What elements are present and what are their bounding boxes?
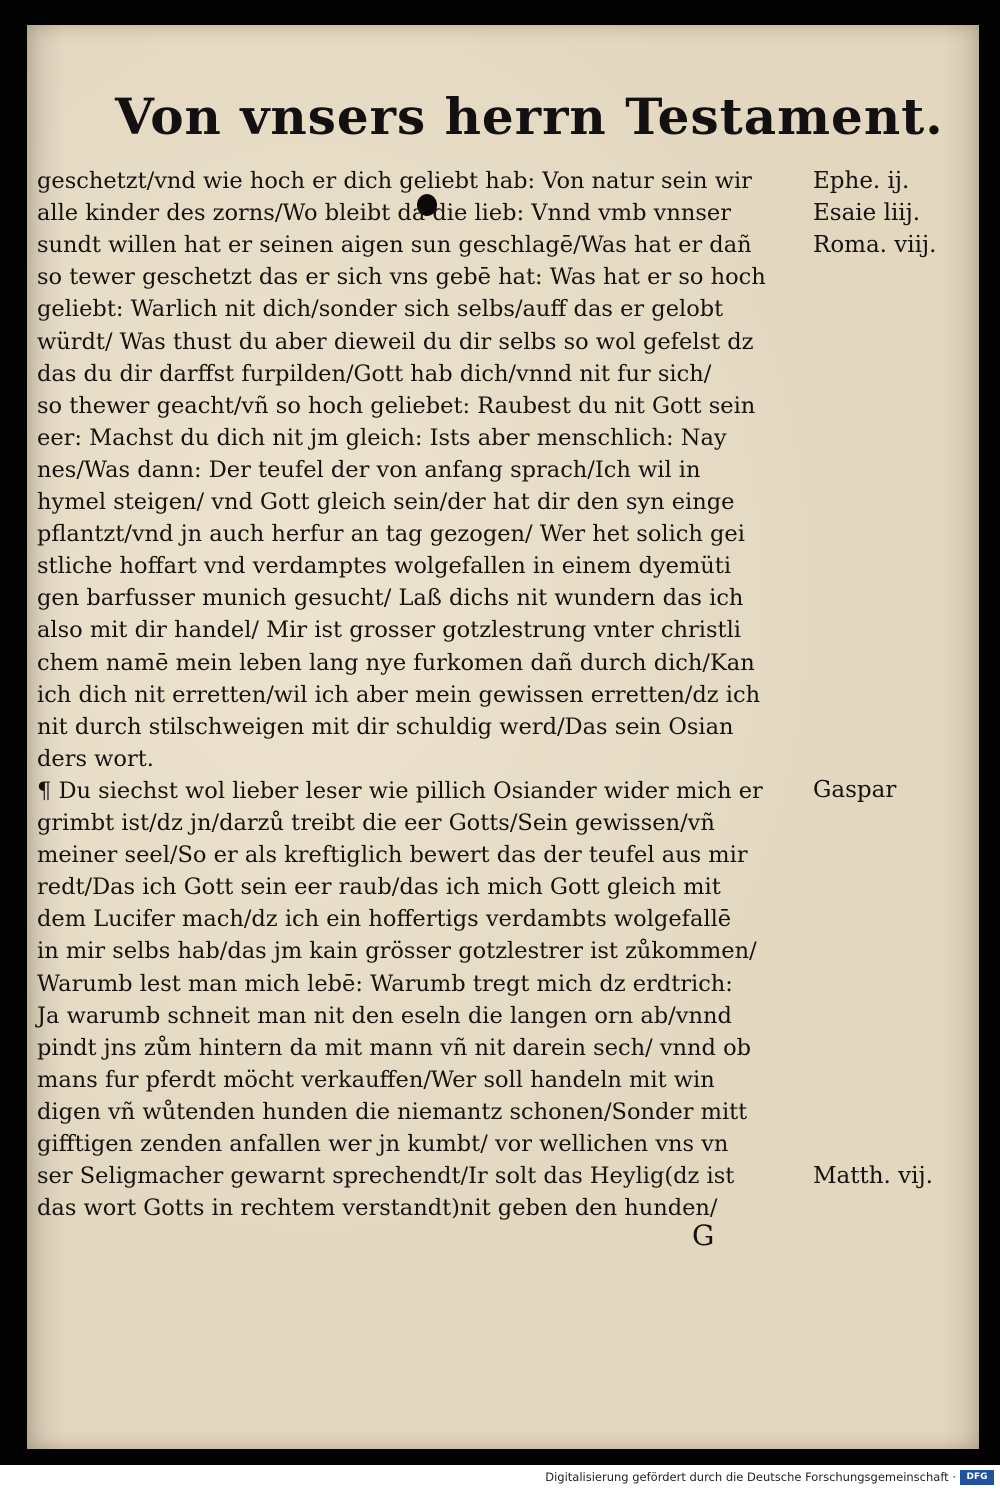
text-line: so tewer geschetzt das er sich vns gebē hat: Was hat er so hoch [37,264,766,291]
book-page [27,25,979,1449]
text-line: digen vñ wůtenden hunden die niemantz schonen/Sonder mitt [37,1098,748,1125]
text-line: ders wort. [37,745,154,772]
text-line: geschetzt/vnd wie hoch er dich geliebt hab: Von natur sein wir [37,168,752,194]
text-line: Warumb lest man mich lebē: Warumb tregt mich dz erdtrich: [37,970,733,997]
footer-credit: Digitalisierung gefördert durch die Deutsche Forschungsgemeinschaft · [545,1470,956,1484]
text-line: chem namē mein leben lang nye furkomen dañ durch dich/Kan [37,649,755,676]
margin-note: Esaie liij. [813,200,921,226]
text-line: pindt jns zům hintern da mit mann vñ nit darein sech/ vnnd ob [37,1034,752,1061]
text-line: grimbt ist/dz jn/darzů treibt die eer Gotts/Sein gewissen/vñ [37,810,715,836]
text-line: meiner seel/So er als kreftiglich bewert das der teufel aus mir [37,842,748,869]
margin-note: Roma. viij. [813,232,937,258]
text-line: würdt/ Was thust du aber dieweil du dir selbs so wol gefelst dz [37,328,754,355]
margin-note: Gaspar [813,777,897,803]
signature-mark: G [692,1219,715,1252]
text-line: redt/Das ich Gott sein eer raub/das ich mich Gott gleich mit [37,874,721,901]
text-line: hymel steigen/ vnd Gott gleich sein/der hat dir den syn einge [37,489,735,515]
text-line: also mit dir handel/ Mir ist grosser gotzlestrung vnter christli [37,617,741,644]
text-line: das wort Gotts in rechtem verstandt)nit geben den hunden/ [37,1195,718,1222]
text-line: nit durch stilschweigen mit dir schuldig werd/Das sein Osian [37,713,734,740]
text-line: stliche hoffart vnd verdamptes wolgefallen in einem dyemüti [37,553,732,580]
text-line: gen barfusser munich gesucht/ Laß dichs nit wundern das ich [37,585,744,612]
text-line: ser Seligmacher gewarnt sprechendt/Ir solt das Heylig(dz ist [37,1163,735,1190]
text-line: pflantzt/vnd jn auch herfur an tag gezogen/ Wer het solich gei [37,521,745,548]
margin-note: Matth. vij. [813,1163,933,1189]
text-line: Ja warumb schneit man nit den eseln die langen orn ab/vnnd [37,1002,732,1029]
footer-bar [0,1465,1000,1491]
text-line: eer: Machst du dich nit jm gleich: Ists aber menschlich: Nay [37,424,727,451]
text-line: mans fur pferdt möcht verkauffen/Wer soll handeln mit win [37,1066,715,1093]
text-line: nes/Was dann: Der teufel der von anfang sprach/Ich wil in [37,456,701,483]
dfg-logo: DFG [960,1470,994,1485]
text-line: so thewer geacht/vñ so hoch geliebet: Raubest du nit Gott sein [37,392,756,419]
page-title: Von vnsers herrn Testament. [115,87,944,146]
text-line: das du dir darffst furpilden/Gott hab dich/vnnd nit fur sich/ [37,360,712,387]
margin-note: Ephe. ij. [813,168,910,194]
text-line: ¶ Du siechst wol lieber leser wie pillich Osiander wider mich er [37,777,763,804]
text-line: geliebt: Warlich nit dich/sonder sich selbs/auff das er gelobt [37,296,724,323]
text-line: ich dich nit erretten/wil ich aber mein gewissen erretten/dz ich [37,681,761,708]
text-line: gifftigen zenden anfallen wer jn kumbt/ vor wellichen vns vn [37,1131,729,1157]
text-line: dem Lucifer mach/dz ich ein hoffertigs verdambts wolgefallē [37,906,732,933]
text-line: alle kinder des zorns/Wo bleibt da die lieb: Vnnd vmb vnnser [37,200,731,227]
text-line: sundt willen hat er seinen aigen sun geschlagē/Was hat er dañ [37,232,752,259]
text-line: in mir selbs hab/das jm kain grösser gotzlestrer ist zůkommen/ [37,938,757,965]
